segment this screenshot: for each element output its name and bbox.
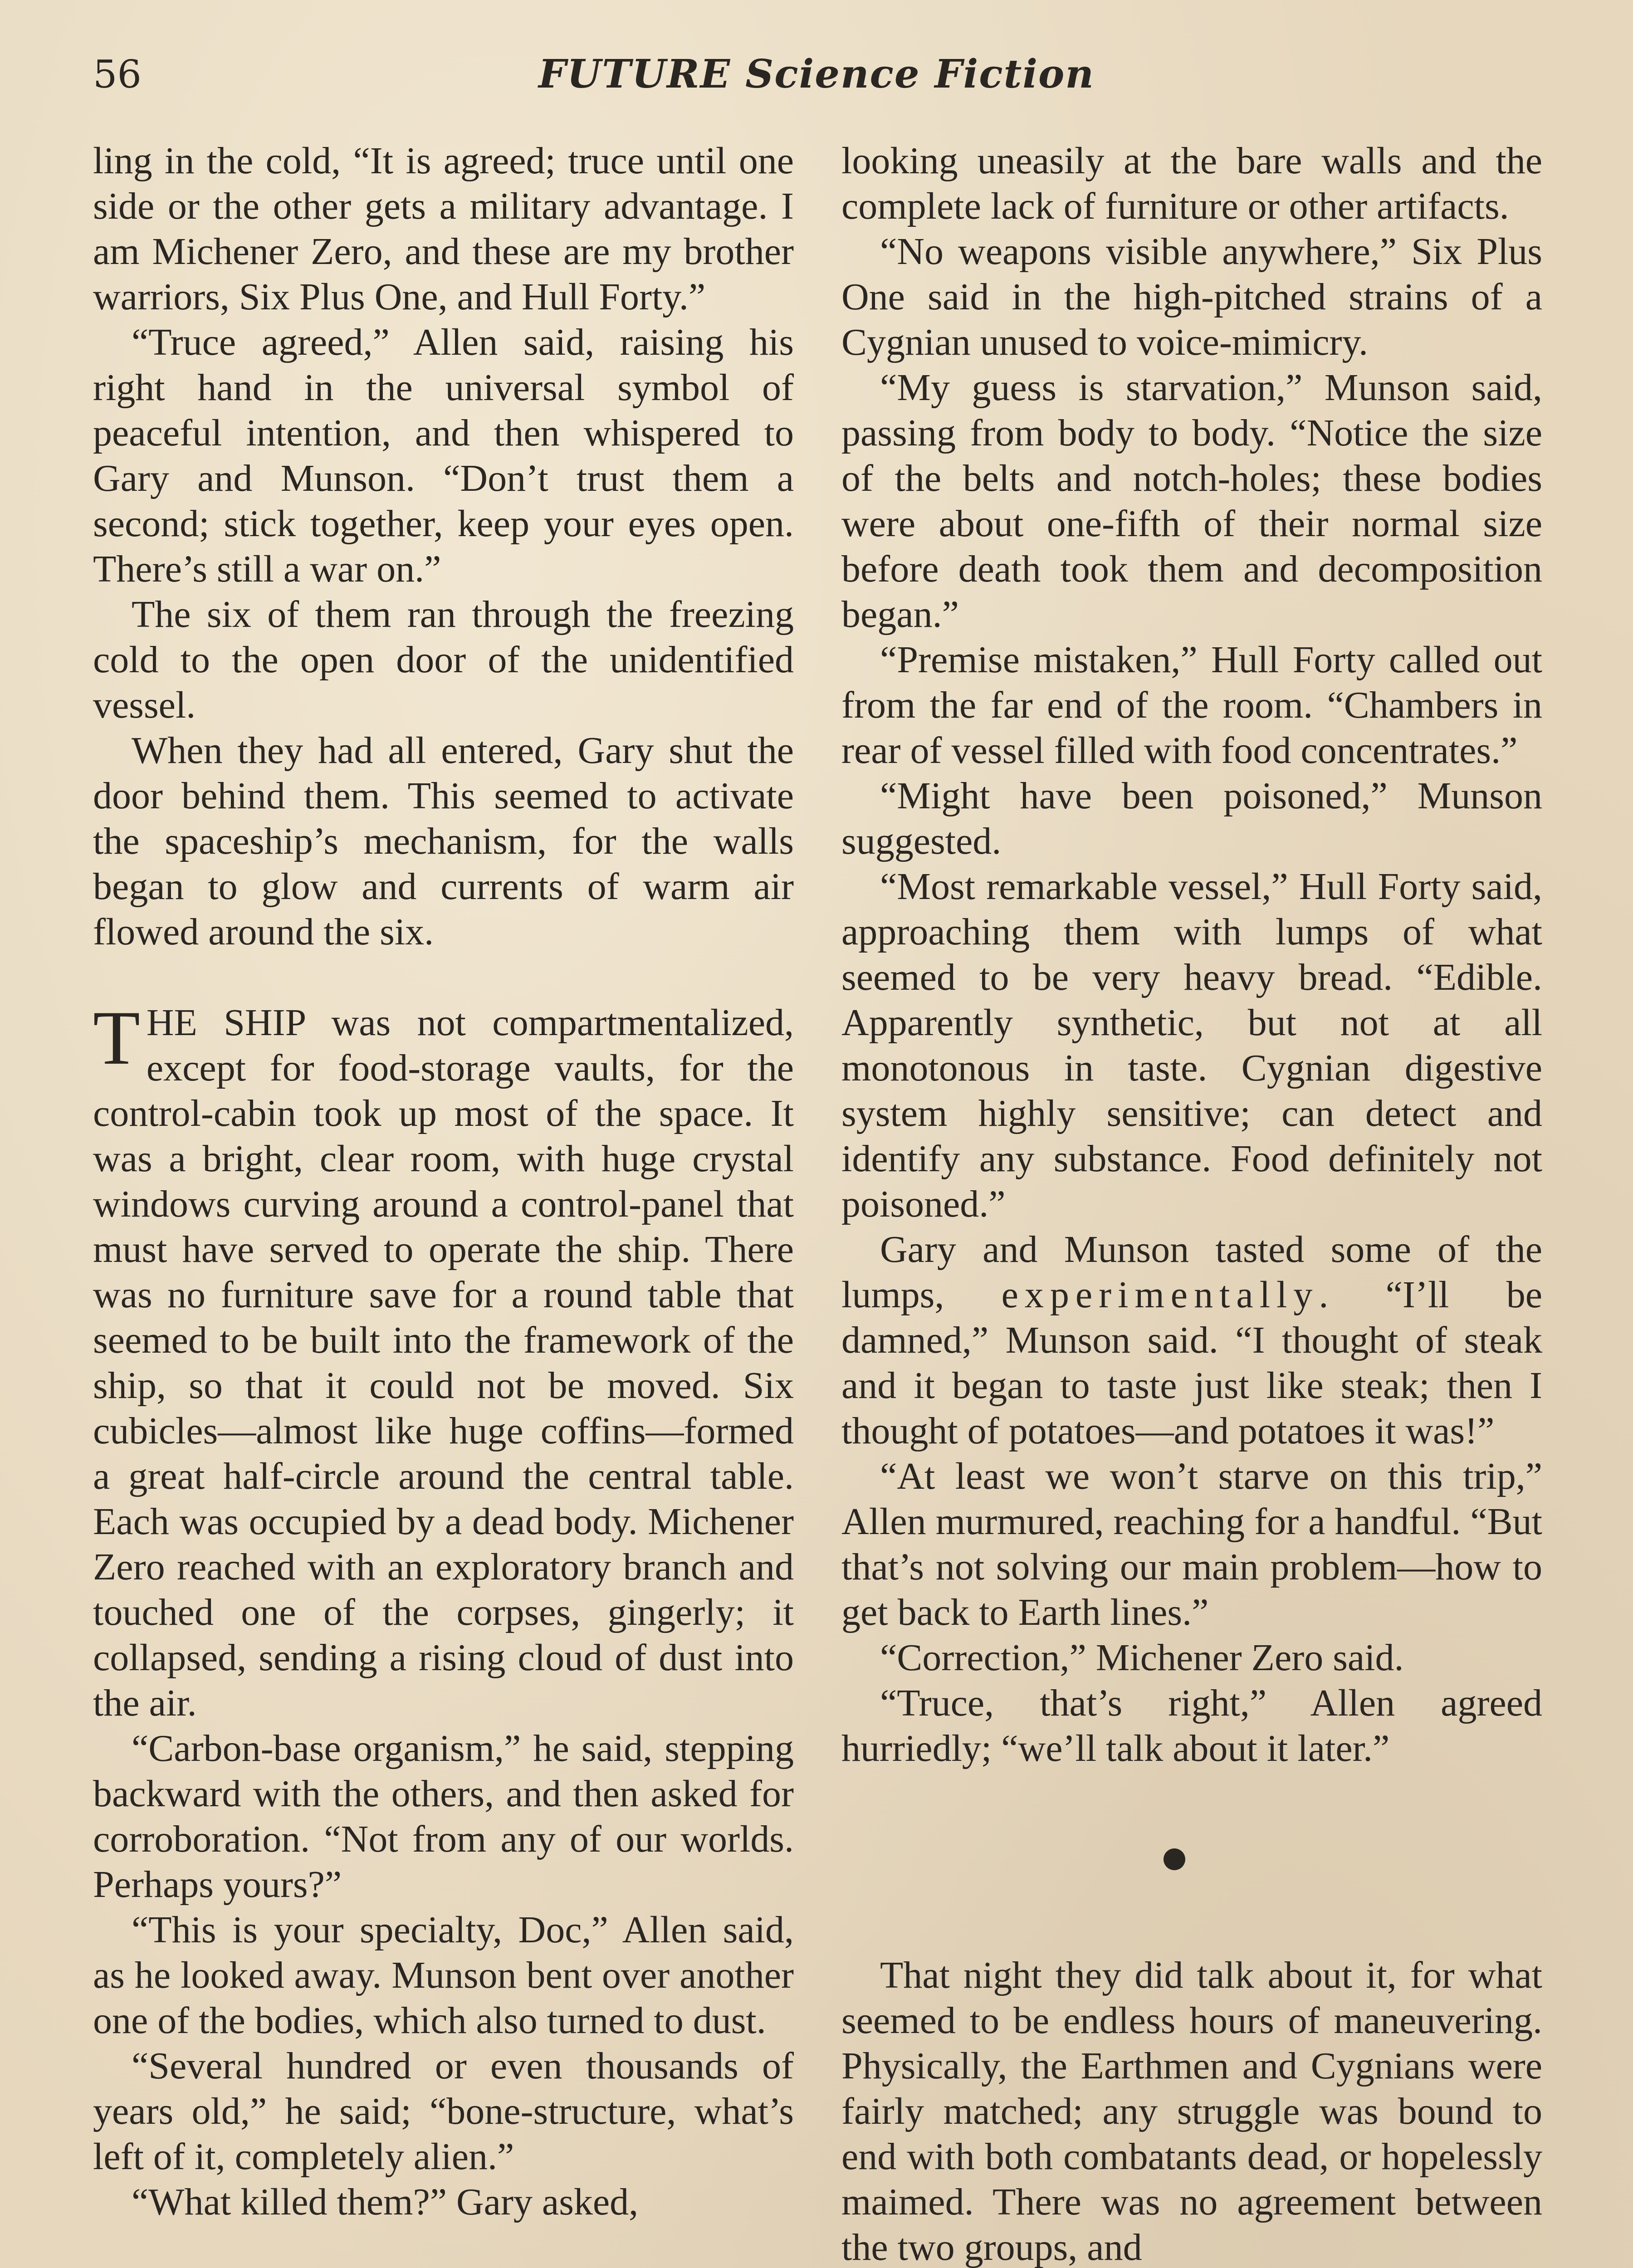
paragraph: ling in the cold, “It is agreed; truce until one side or the other gets a military advantage. I am Michener Zero, and these are my brother warriors, Six Plus One, and Hull Forty.” <box>93 140 794 318</box>
paragraph: “Correction,” Michener Zero said. <box>880 1637 1404 1679</box>
paragraph: “Carbon-base organism,” he said, stepping backward with the others, and then asked for corroboration. “Not from any of our worlds. Perhaps yours?” <box>93 1727 794 1906</box>
paragraph: “My guess is starvation,” Munson said, passing from body to body. “Notice the size of the belts and notch-holes; these bodies were about one-fifth of their normal size before death took them and decomposition began.” <box>841 367 1542 635</box>
emphasized-word: experimentally <box>1001 1274 1319 1316</box>
left-column <box>93 138 794 2268</box>
paragraph: “Several hundred or even thousands of years old,” he said; “bone-structure, what’s left of it, completely alien.” <box>93 2045 794 2178</box>
paragraph-text: . “I’ll be damned,” Munson said. “I thought of steak and it began to taste just like steak; then I thought of potatoes—and potatoes it was!” <box>841 1274 1542 1452</box>
paragraph: That night they did talk about it, for what seemed to be endless hours of maneuvering. Physically, the Earthmen and Cygnians were fairly matched; any struggle was bound to end with both combatants dead, or hopelessly maimed. There was no agreement between the two groups, and <box>841 1954 1542 2268</box>
paragraph: “Premise mistaken,” Hull Forty called out from the far end of the room. “Chambers in rear of vessel filled with food concentrates.” <box>841 639 1542 772</box>
section-break <box>841 1771 1542 1953</box>
right-column <box>841 138 1542 2268</box>
paragraph: “Might have been poisoned,” Munson suggested. <box>841 775 1542 862</box>
paragraph-text: HE SHIP was not compartmentalized, except for food-storage vaults, for the control-cabin took up most of the space. It was a bright, clear room, with huge crystal windows curving around a control-panel that must have served to operate the ship. There was no furniture save for a round table that seemed to be built into the framework of the ship, so that it could not be moved. Six cubicles—almost like huge coffins—formed a great half-circle around the central table. Each was occupied by a dead body. Michener Zero reached with an exploratory branch and touched one of the corpses, gingerly; it collapsed, sending a rising cloud of dust into the air. <box>93 1002 794 1724</box>
text-columns <box>93 138 1542 2268</box>
section-break-dot-icon <box>1164 1848 1185 1870</box>
paragraph: “Truce agreed,” Allen said, raising his right hand in the universal symbol of peaceful intention, and then whispered to Gary and Munson. “Don’t trust them a second; stick together, keep your eyes open. There’s still a war on.” <box>93 321 794 590</box>
paragraph: looking uneasily at the bare walls and the complete lack of furniture or other artifacts. <box>841 140 1542 227</box>
drop-cap: T <box>93 995 140 1080</box>
paragraph: “No weapons visible anywhere,” Six Plus One said in the high-pitched strains of a Cygnian unused to voice-mimicry. <box>841 230 1542 363</box>
paragraph: “At least we won’t starve on this trip,” Allen murmured, reaching for a handful. “But that’s not solving our main problem—how to get back to Earth lines.” <box>841 1455 1542 1633</box>
paragraph: “Truce, that’s right,” Allen agreed hurriedly; “we’ll talk about it later.” <box>841 1682 1542 1769</box>
page-header <box>93 48 1540 102</box>
running-head: FUTURE Science Fiction <box>538 51 1095 97</box>
paragraph: “Most remarkable vessel,” Hull Forty said, approaching them with lumps of what seemed to be very heavy bread. “Edible. Apparently synthetic, but not at all monotonous in taste. Cygnian digestive system highly sensitive; can detect and identify any substance. Food definitely not poisoned.” <box>841 865 1542 1225</box>
paragraph <box>841 1227 1542 1454</box>
paragraph: “What killed them?” Gary asked, <box>132 2181 639 2223</box>
paragraph: When they had all entered, Gary shut the door behind them. This seemed to activate the spaceship’s mechanism, for the walls began to glow and currents of warm air flowed around the six. <box>93 729 794 953</box>
paragraph: “This is your specialty, Doc,” Allen said, as he looked away. Munson bent over another one of the bodies, which also turned to dust. <box>93 1909 794 2042</box>
paragraph: The six of them ran through the freezing cold to the open door of the unidentified vessel. <box>93 593 794 726</box>
section-start-paragraph <box>93 995 794 1726</box>
paragraph-text: Gary and Munson tasted some of the lumps, <box>841 1228 1542 1316</box>
page-number: 56 <box>93 52 142 97</box>
